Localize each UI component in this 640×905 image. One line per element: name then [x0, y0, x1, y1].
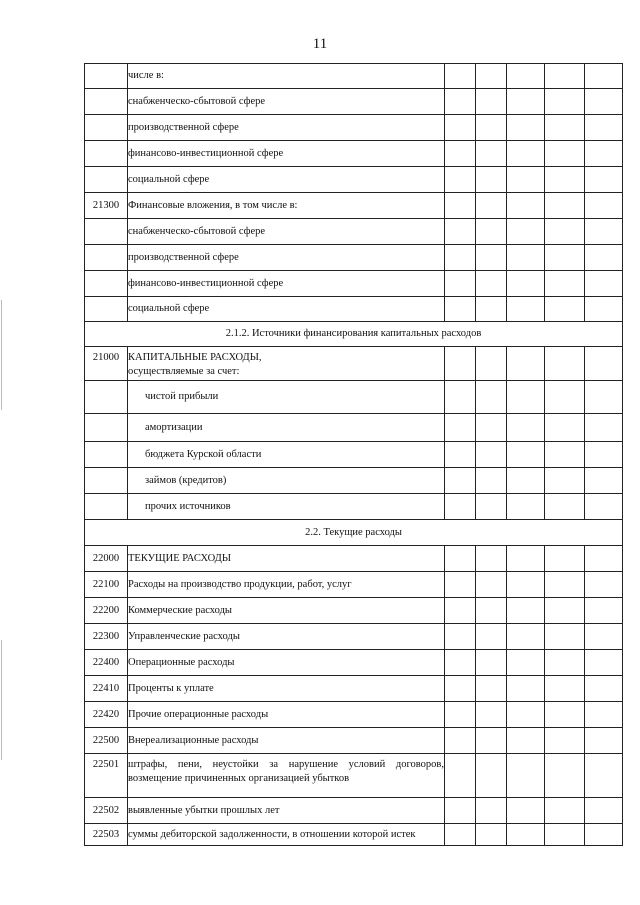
table-row [85, 141, 623, 167]
value-cell [476, 494, 507, 520]
value-cell [585, 64, 623, 89]
value-cell [507, 650, 545, 676]
value-cell [585, 297, 623, 322]
value-cell [445, 381, 476, 414]
page-number: 11 [312, 36, 328, 52]
row-label: амортизации [128, 414, 445, 442]
value-cell [476, 546, 507, 572]
value-cell [545, 219, 585, 245]
value-cell [545, 414, 585, 442]
table-row [85, 414, 623, 442]
row-code: 22300 [85, 624, 128, 650]
row-code: 22100 [85, 572, 128, 598]
value-cell [545, 115, 585, 141]
row-code [85, 381, 128, 414]
row-label: Прочие операционные расходы [128, 702, 445, 728]
value-cell [545, 728, 585, 754]
row-label: производственной сфере [128, 115, 445, 141]
row-label-line: осуществляемые за счет: [128, 366, 240, 377]
row-code [85, 468, 128, 494]
row-code: 21300 [85, 193, 128, 219]
row-code [85, 442, 128, 468]
value-cell [545, 245, 585, 271]
row-label: прочих источников [128, 494, 445, 520]
value-cell [545, 650, 585, 676]
value-cell [545, 676, 585, 702]
section-title: 2.1.2. Источники финансирования капитальных расходов [85, 322, 623, 347]
value-cell [545, 494, 585, 520]
value-cell [585, 572, 623, 598]
table-row [85, 624, 623, 650]
value-cell [585, 754, 623, 798]
value-cell [507, 167, 545, 193]
table-row [85, 754, 623, 798]
value-cell [445, 650, 476, 676]
row-label: выявленные убытки прошлых лет [128, 798, 445, 824]
row-label: Проценты к уплате [128, 676, 445, 702]
value-cell [545, 381, 585, 414]
value-cell [507, 442, 545, 468]
value-cell [585, 442, 623, 468]
table-row [85, 193, 623, 219]
value-cell [476, 347, 507, 381]
value-cell [445, 494, 476, 520]
row-code [85, 245, 128, 271]
row-label: суммы дебиторской задолженности, в отношении которой истек [128, 824, 445, 846]
section-header-row [85, 322, 623, 347]
section-header-row [85, 520, 623, 546]
value-cell [585, 468, 623, 494]
value-cell [445, 347, 476, 381]
value-cell [476, 754, 507, 798]
value-cell [476, 624, 507, 650]
value-cell [476, 414, 507, 442]
row-label: производственной сфере [128, 245, 445, 271]
value-cell [476, 381, 507, 414]
row-code [85, 219, 128, 245]
value-cell [507, 271, 545, 297]
value-cell [545, 193, 585, 219]
value-cell [545, 702, 585, 728]
value-cell [585, 141, 623, 167]
value-cell [585, 824, 623, 846]
value-cell [445, 115, 476, 141]
table-row [85, 572, 623, 598]
row-code: 22000 [85, 546, 128, 572]
value-cell [476, 64, 507, 89]
value-cell [507, 468, 545, 494]
value-cell [445, 414, 476, 442]
value-cell [445, 297, 476, 322]
table-row [85, 824, 623, 846]
scan-edge-mark [1, 300, 2, 410]
value-cell [476, 167, 507, 193]
value-cell [585, 115, 623, 141]
value-cell [445, 442, 476, 468]
value-cell [476, 598, 507, 624]
row-code: 22410 [85, 676, 128, 702]
value-cell [476, 824, 507, 846]
value-cell [445, 89, 476, 115]
scan-edge-mark [1, 640, 2, 760]
table-row [85, 64, 623, 89]
row-code [85, 414, 128, 442]
table-row [85, 89, 623, 115]
row-label: Коммерческие расходы [128, 598, 445, 624]
row-code [85, 271, 128, 297]
table-row [85, 245, 623, 271]
value-cell [507, 728, 545, 754]
row-label: финансово-инвестиционной сфере [128, 141, 445, 167]
row-code: 22500 [85, 728, 128, 754]
value-cell [445, 598, 476, 624]
table-row [85, 115, 623, 141]
row-label: числе в: [128, 64, 445, 89]
value-cell [585, 624, 623, 650]
value-cell [445, 219, 476, 245]
row-label: чистой прибыли [128, 381, 445, 414]
value-cell [445, 245, 476, 271]
value-cell [545, 141, 585, 167]
value-cell [545, 347, 585, 381]
value-cell [507, 624, 545, 650]
value-cell [545, 598, 585, 624]
row-label: штрафы, пени, неустойки за нарушение условий договоров, возмещение причиненных организацией убытков [128, 754, 445, 798]
value-cell [476, 650, 507, 676]
value-cell [445, 754, 476, 798]
value-cell [476, 245, 507, 271]
row-label: социальной сфере [128, 167, 445, 193]
value-cell [445, 193, 476, 219]
table-row [85, 219, 623, 245]
value-cell [585, 676, 623, 702]
value-cell [445, 572, 476, 598]
value-cell [585, 219, 623, 245]
value-cell [545, 297, 585, 322]
value-cell [507, 824, 545, 846]
value-cell [476, 115, 507, 141]
value-cell [507, 381, 545, 414]
value-cell [545, 624, 585, 650]
value-cell [476, 193, 507, 219]
value-cell [507, 598, 545, 624]
value-cell [476, 89, 507, 115]
value-cell [507, 219, 545, 245]
row-label: Операционные расходы [128, 650, 445, 676]
value-cell [507, 572, 545, 598]
value-cell [507, 676, 545, 702]
value-cell [507, 193, 545, 219]
row-code: 21000 [85, 347, 128, 381]
value-cell [445, 624, 476, 650]
value-cell [585, 546, 623, 572]
row-code [85, 89, 128, 115]
table-row [85, 598, 623, 624]
row-code: 22400 [85, 650, 128, 676]
row-label: социальной сфере [128, 297, 445, 322]
value-cell [476, 676, 507, 702]
value-cell [585, 414, 623, 442]
row-code: 22501 [85, 754, 128, 798]
value-cell [585, 728, 623, 754]
value-cell [445, 728, 476, 754]
value-cell [545, 64, 585, 89]
row-label: ТЕКУЩИЕ РАСХОДЫ [128, 546, 445, 572]
value-cell [545, 167, 585, 193]
row-code: 22503 [85, 824, 128, 846]
table-row [85, 702, 623, 728]
value-cell [445, 676, 476, 702]
report-table-body [85, 64, 623, 846]
value-cell [585, 381, 623, 414]
value-cell [507, 64, 545, 89]
value-cell [545, 546, 585, 572]
table-row [85, 546, 623, 572]
value-cell [507, 245, 545, 271]
value-cell [445, 271, 476, 297]
value-cell [585, 598, 623, 624]
value-cell [585, 193, 623, 219]
table-row [85, 798, 623, 824]
value-cell [476, 572, 507, 598]
row-label: финансово-инвестиционной сфере [128, 271, 445, 297]
table-row [85, 271, 623, 297]
table-row [85, 381, 623, 414]
value-cell [507, 297, 545, 322]
table-row [85, 650, 623, 676]
row-code [85, 494, 128, 520]
table-row [85, 468, 623, 494]
row-label: Финансовые вложения, в том числе в: [128, 193, 445, 219]
value-cell [507, 347, 545, 381]
value-cell [507, 494, 545, 520]
table-row [85, 442, 623, 468]
table-row [85, 167, 623, 193]
value-cell [545, 271, 585, 297]
row-label-line: КАПИТАЛЬНЫЕ РАСХОДЫ, [128, 352, 262, 363]
value-cell [585, 271, 623, 297]
row-code [85, 141, 128, 167]
row-label: Управленческие расходы [128, 624, 445, 650]
value-cell [476, 702, 507, 728]
value-cell [445, 702, 476, 728]
value-cell [476, 442, 507, 468]
value-cell [476, 798, 507, 824]
value-cell [476, 728, 507, 754]
value-cell [507, 414, 545, 442]
value-cell [585, 347, 623, 381]
row-label: снабженческо-сбытовой сфере [128, 219, 445, 245]
row-code: 22502 [85, 798, 128, 824]
value-cell [507, 798, 545, 824]
value-cell [507, 141, 545, 167]
value-cell [507, 89, 545, 115]
row-label: Внереализационные расходы [128, 728, 445, 754]
row-label: снабженческо-сбытовой сфере [128, 89, 445, 115]
value-cell [445, 798, 476, 824]
table-row [85, 676, 623, 702]
value-cell [445, 167, 476, 193]
value-cell [545, 442, 585, 468]
value-cell [445, 824, 476, 846]
value-cell [545, 89, 585, 115]
table-row [85, 347, 623, 381]
table-row [85, 494, 623, 520]
section-title: 2.2. Текущие расходы [85, 520, 623, 546]
value-cell [445, 141, 476, 167]
row-label: Расходы на производство продукции, работ, услуг [128, 572, 445, 598]
value-cell [545, 824, 585, 846]
value-cell [585, 89, 623, 115]
value-cell [585, 245, 623, 271]
value-cell [585, 167, 623, 193]
table-row [85, 297, 623, 322]
value-cell [545, 468, 585, 494]
row-code: 22200 [85, 598, 128, 624]
value-cell [445, 468, 476, 494]
report-table [84, 63, 623, 846]
value-cell [476, 219, 507, 245]
value-cell [476, 468, 507, 494]
value-cell [507, 702, 545, 728]
value-cell [476, 271, 507, 297]
row-code [85, 167, 128, 193]
value-cell [507, 546, 545, 572]
value-cell [545, 798, 585, 824]
value-cell [445, 64, 476, 89]
value-cell [585, 798, 623, 824]
row-label [128, 347, 445, 381]
row-code: 22420 [85, 702, 128, 728]
value-cell [585, 702, 623, 728]
value-cell [585, 494, 623, 520]
table-row [85, 728, 623, 754]
value-cell [507, 754, 545, 798]
value-cell [545, 754, 585, 798]
value-cell [507, 115, 545, 141]
row-code [85, 115, 128, 141]
row-label: займов (кредитов) [128, 468, 445, 494]
value-cell [585, 650, 623, 676]
row-code [85, 64, 128, 89]
row-code [85, 297, 128, 322]
value-cell [476, 297, 507, 322]
value-cell [476, 141, 507, 167]
value-cell [545, 572, 585, 598]
row-label: бюджета Курской области [128, 442, 445, 468]
value-cell [445, 546, 476, 572]
